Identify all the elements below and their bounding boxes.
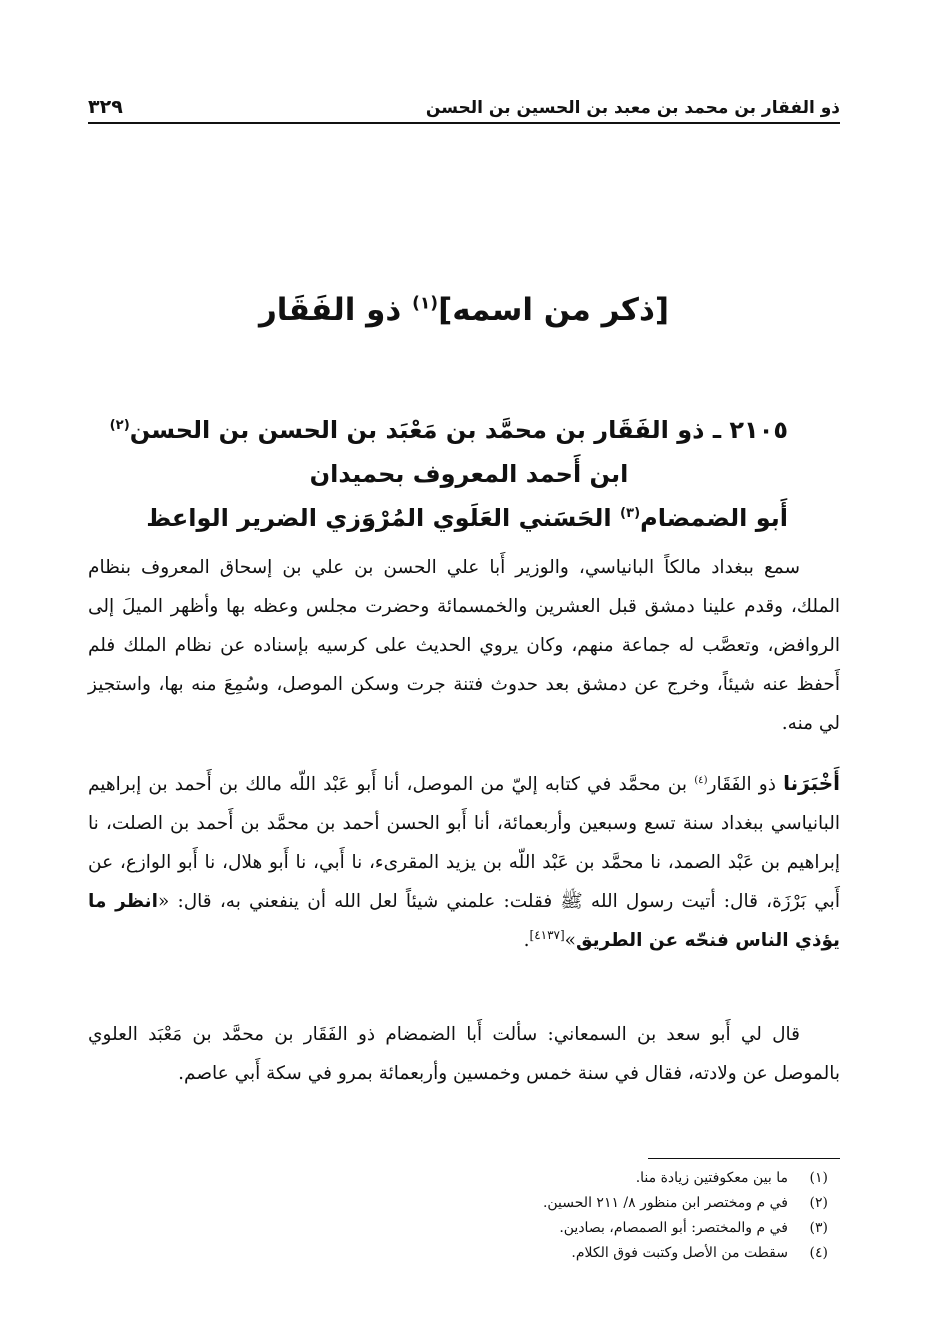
paragraph-end-mark: . — [523, 930, 530, 951]
transmission-lead: أَخْبَرَنا — [783, 771, 841, 795]
footnote-number: (٢) — [809, 1195, 828, 1211]
footnote-number: (١) — [809, 1170, 828, 1186]
running-header — [88, 88, 840, 124]
footnote-divider — [648, 1158, 840, 1159]
footnote-text: ما بين معكوفتين زيادة منا. — [635, 1170, 788, 1186]
page-number: ٣٢٩ — [88, 96, 123, 118]
entry-heading — [109, 408, 788, 540]
paragraph-hadith — [88, 764, 840, 960]
footnote-number: (٣) — [809, 1220, 828, 1236]
paragraph-birth-text: قال لي أَبو سعد بن السمعاني: سألت أَبا الضمضام ذو الفَقَار بن محمَّد بن مَعْبَد العلوي بالموصل عن ولادته، فقال في سنة خمس وخمسين وأربعمائة بمرو في سكة أَبي عاصم. — [88, 1024, 840, 1084]
footnote-text: في م والمختصر: أبو الصمصام، بصادين. — [559, 1220, 788, 1236]
paragraph-biography — [88, 548, 840, 743]
footnote-number: (٤) — [809, 1245, 828, 1261]
footnote-text: سقطت من الأصل وكتبت فوق الكلام. — [571, 1245, 788, 1261]
entry-kunya: أَبو الضمضام — [640, 504, 788, 532]
running-title: ذو الفقار بن محمد بن معبد بن الحسين بن الحسن — [425, 98, 840, 118]
hadith-close-quote: » — [564, 930, 576, 951]
paragraph-birth — [88, 1015, 840, 1093]
section-title-main: [ذكر من اسمه] — [438, 292, 670, 328]
entry-heading-line-1 — [109, 408, 788, 452]
isnad-text: بن محمَّد في كتابه إليّ من الموصل، أنا أَبو عَبْد اللّه مالك بن أَحمد بن إبراهيم البانياسي ببغداد سنة تسع وسبعين وأربعمائة، أنا أَبو الحسن أحمد بن محمَّد بن أَحمد بن الصلت، نا إبراهيم بن عَبْد الصمد، نا محمَّد بن عَبْد اللّه بن يزيد المقرىء، نا أَبي، نا أَبو هلال، نا أَبو الوازع، عن أَبي بَرْزَة، قال: أتيت رسول الله ﷺ فقلت: علمني شيئاً لعل الله أن ينفعني به، قال: « — [88, 774, 840, 912]
footnotes — [88, 1166, 828, 1266]
footnote-ref-4[interactable]: (٤) — [694, 774, 708, 786]
footnote-ref-1[interactable]: (١) — [412, 293, 439, 314]
entry-nisba: الحَسَني العَلَوي المُرْوَزي الضرير الواعظ — [146, 504, 620, 532]
entry-heading-line-2: ابن أَحمد المعروف بحميدان — [309, 460, 629, 488]
hadith-reference-number: [٤١٣٧] — [529, 927, 565, 942]
section-title-name: ذو الفَقَار — [258, 292, 413, 328]
paragraph-biography-text: سمع ببغداد مالكاً البانياسي، والوزير أَبا علي الحسن بن علي بن إسحاق المعروف بنظام الملك، وقدم علينا دمشق قبل العشرين والخمسمائة وحضرت مجلس وعظه بها وأظهر الميلَ إلى الروافض، وتعصَّب له جماعة منهم، وكان يروي الحديث على كرسيه بإسناده عن نظام الملك فلم أَحفظ عنه شيئاً، وخرج عن دمشق بعد حدوث فتنة جرت وسكن الموصل، وسُمِعَ منه بها، واستجيز لي منه. — [88, 557, 840, 734]
footnote-ref-2[interactable]: (٢) — [109, 418, 130, 433]
footnote-ref-3[interactable]: (٣) — [620, 506, 641, 521]
entry-name-number: ٢١٠٥ ـ ذو الفَقَار بن محمَّد بن مَعْبَد بن الحسن بن الحسن — [129, 416, 788, 444]
footnote-1 — [88, 1166, 828, 1191]
entry-heading-line-3 — [146, 496, 788, 540]
footnote-3 — [88, 1216, 828, 1241]
footnote-2 — [88, 1191, 828, 1216]
section-title — [88, 292, 840, 328]
footnote-4 — [88, 1241, 828, 1266]
footnote-text: في م ومختصر ابن منظور ٨/ ٢١١ الحسين. — [542, 1195, 788, 1211]
hadith-text: انظر ما يؤذي الناس فنحّه عن الطريق — [88, 891, 840, 951]
transmitter-name: ذو الفَقَار — [707, 774, 784, 795]
